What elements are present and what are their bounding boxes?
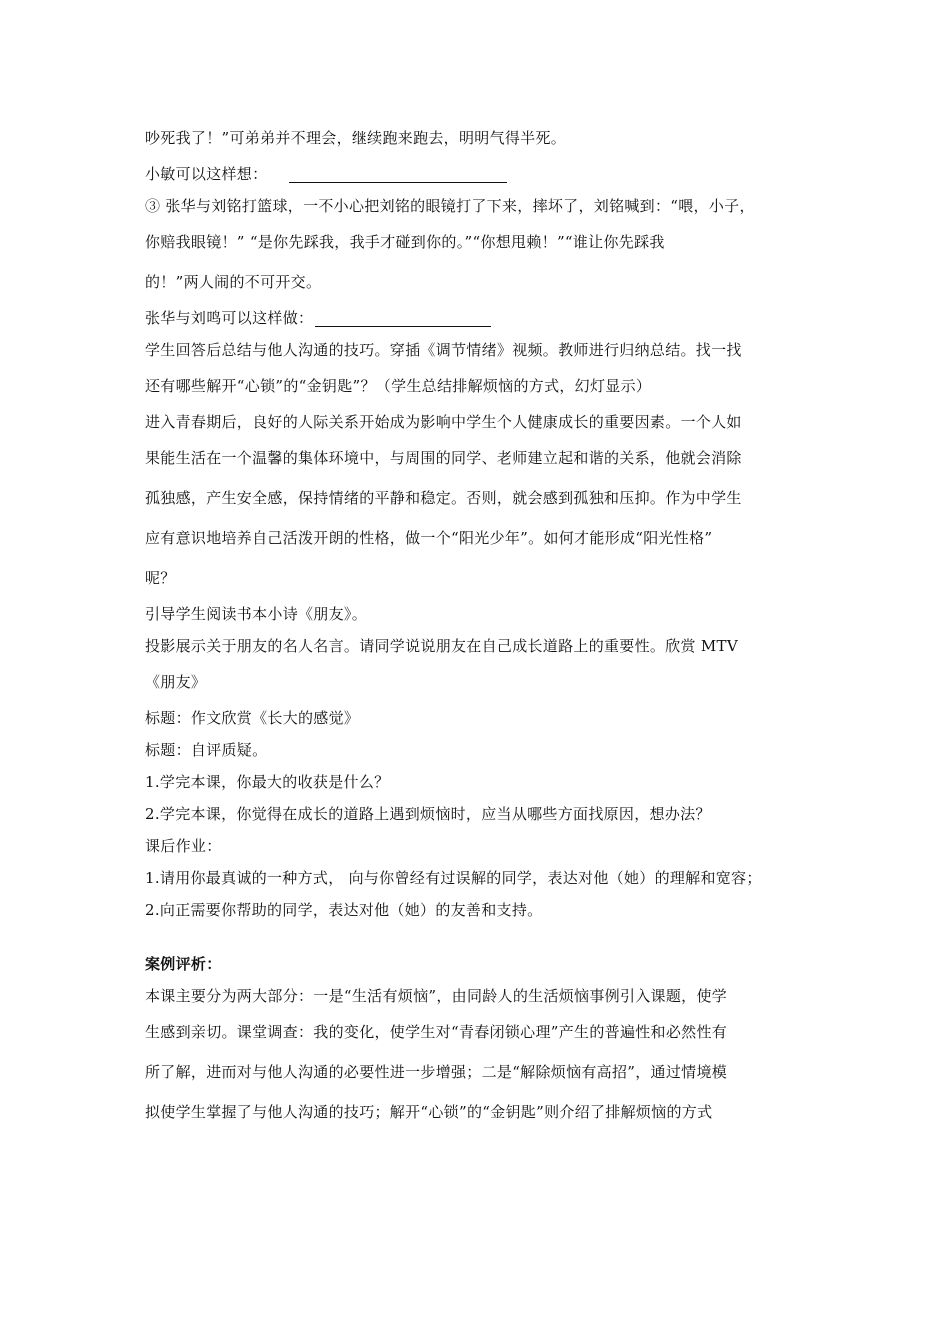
answer-blank[interactable] [315, 308, 491, 327]
prompt-label: 小敏可以这样想： [145, 165, 268, 183]
text-line: 2.学完本课，你觉得在成长的道路上遇到烦恼时，应当从哪些方面找原因，想办法？ [145, 805, 711, 823]
text-line: 本课主要分为两大部分：一是“生活有烦恼”，由同龄人的生活烦恼事例引入课题，使学 [145, 987, 728, 1005]
text-line: 标题：作文欣赏《长大的感觉》 [145, 709, 360, 727]
text-line: 生感到亲切。课堂调查：我的变化，使学生对“青春闭锁心理”产生的普遍性和必然性有 [145, 1023, 728, 1041]
section-heading: 案例评析： [145, 955, 222, 973]
text-line: 课后作业： [145, 837, 222, 855]
text-line: ③ 张华与刘铭打篮球，一不小心把刘铭的眼镜打了下来，摔坏了，刘铭喊到：“喂，小子， [145, 197, 755, 215]
text-line: 1.请用你最真诚的一种方式， 向与你曾经有过误解的同学，表达对他（她）的理解和宽容； [145, 869, 762, 887]
text-line-with-blank [145, 158, 815, 190]
text-line: 应有意识地培养自己活泼开朗的性格，做一个“阳光少年”。如何才能形成“阳光性格” [145, 529, 713, 547]
text-line: 你赔我眼镜！” “是你先踩我，我手才碰到你的。”“你想甩赖！”“谁让你先踩我 [145, 233, 665, 251]
document-body [145, 118, 815, 1132]
text-line: 孤独感，产生安全感，保持情绪的平静和稳定。否则，就会感到孤独和压抑。作为中学生 [145, 489, 742, 507]
text-line: 进入青春期后，良好的人际关系开始成为影响中学生个人健康成长的重要因素。一个人如 [145, 413, 742, 431]
text-line: 学生回答后总结与他人沟通的技巧。穿插《调节情绪》视频。教师进行归纳总结。找一找 [145, 341, 742, 359]
text-line: 果能生活在一个温馨的集体环境中，与周围的同学、老师建立起和谐的关系，他就会消除 [145, 449, 742, 467]
prompt-label: 张华与刘鸣可以这样做： [145, 309, 314, 327]
text-line: 呢？ [145, 569, 176, 587]
answer-blank[interactable] [289, 164, 507, 183]
text-line: 投影展示关于朋友的名人名言。请同学说说朋友在自己成长道路上的重要性。欣赏 MTV [145, 637, 738, 655]
text-line: 所了解，进而对与他人沟通的必要性进一步增强；二是“解除烦恼有高招”，通过情境模 [145, 1063, 728, 1081]
text-line: 引导学生阅读书本小诗《朋友》。 [145, 605, 368, 623]
text-line: 《朋友》 [145, 673, 207, 691]
text-line: 1.学完本课，你最大的收获是什么？ [145, 773, 390, 791]
text-line-with-blank [145, 302, 815, 334]
text-line: 吵死我了！”可弟弟并不理会，继续跑来跑去，明明气得半死。 [145, 129, 567, 147]
text-line: 的！”两人闹的不可开交。 [145, 273, 322, 291]
text-line: 2.向正需要你帮助的同学，表达对他（她）的友善和支持。 [145, 901, 543, 919]
spacer [145, 926, 815, 948]
text-line: 拟使学生掌握了与他人沟通的技巧；解开“心锁”的“金钥匙”则介绍了排解烦恼的方式 [145, 1103, 713, 1121]
text-line: 标题：自评质疑。 [145, 741, 268, 759]
text-line: 还有哪些解开“心锁”的“金钥匙”？（学生总结排解烦恼的方式，幻灯显示） [145, 377, 652, 395]
